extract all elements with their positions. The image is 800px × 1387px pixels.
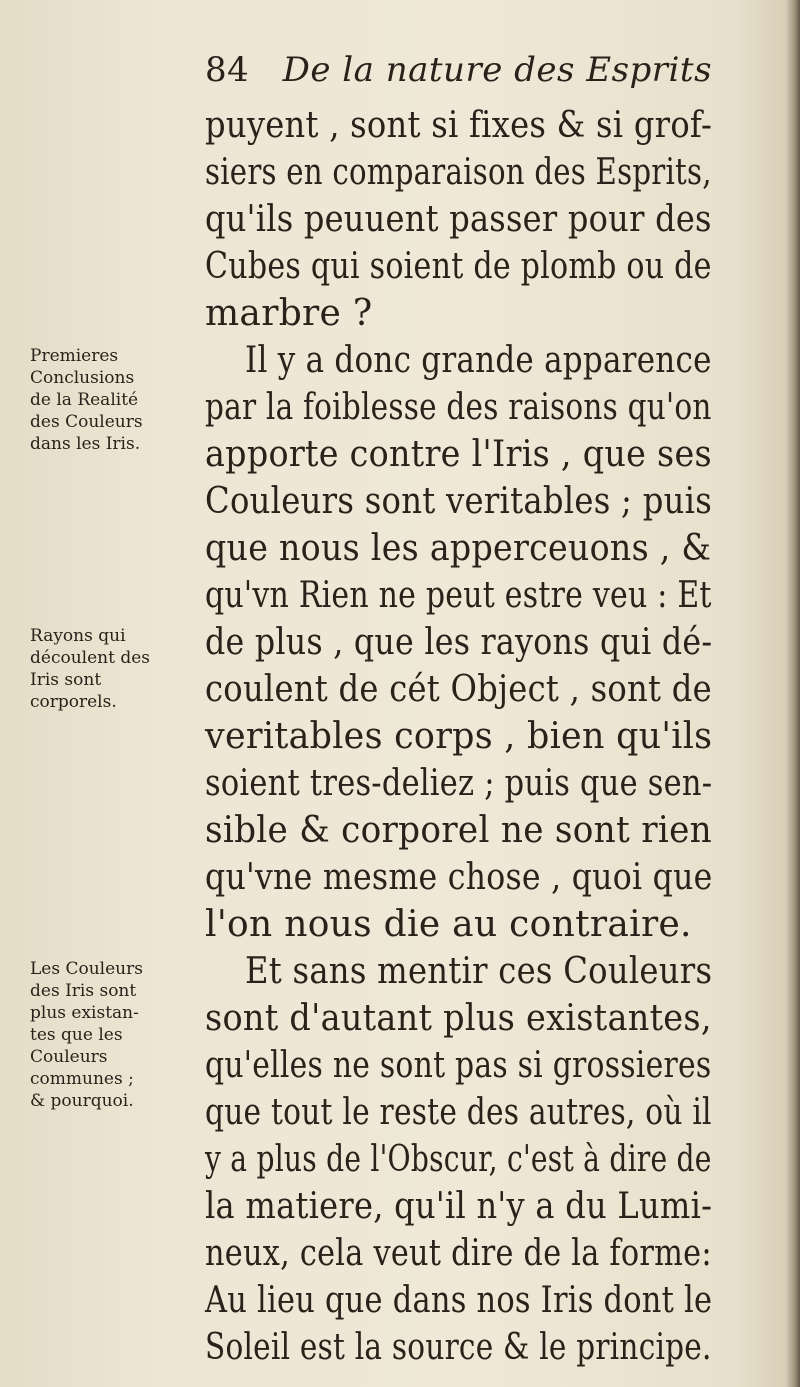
text-line: puyent , sont si fixes & si grof- — [205, 105, 713, 146]
text-line: par la foiblesse des raisons qu'on — [205, 387, 712, 428]
text-line: Cubes qui soient de plomb ou de — [205, 246, 712, 287]
page-edge-shadow — [786, 0, 800, 1387]
margin-note-line: des Couleurs — [30, 412, 143, 432]
running-title: De la nature des Esprits — [282, 50, 713, 90]
page-number: 84 — [205, 50, 250, 90]
margin-note-line: Rayons qui — [30, 626, 126, 646]
text-line: l'on nous die au contraire. — [205, 904, 692, 945]
text-line: la matiere, qu'il n'y a du Lumi- — [205, 1186, 713, 1227]
margin-note-line: dans les Iris. — [30, 434, 141, 454]
running-header — [205, 50, 712, 90]
text-line: apporte contre l'Iris , que ses — [205, 434, 712, 475]
text-line: coulent de cét Object , sont de — [205, 669, 712, 710]
margin-note-line: corporels. — [30, 692, 117, 712]
margin-note-line: découlent des — [30, 648, 150, 668]
margin-note-line: Premieres — [30, 346, 119, 366]
text-line: marbre ? — [205, 293, 373, 334]
text-line: qu'vne mesme chose , quoi que — [205, 857, 713, 898]
text-line: sont d'autant plus existantes, — [205, 998, 712, 1039]
text-line: Soleil est la source & le principe. — [205, 1327, 712, 1368]
margin-note — [30, 958, 200, 1112]
text-line: siers en comparaison des Esprits, — [205, 152, 712, 193]
text-line: soient tres-deliez ; puis que sen- — [205, 763, 713, 804]
margin-note — [30, 345, 200, 455]
margin-note-line: & pourquoi. — [30, 1091, 134, 1111]
margin-note-line: de la Realité — [30, 390, 139, 410]
margin-note — [30, 625, 200, 713]
text-line: Il y a donc grande apparence — [245, 340, 712, 381]
margin-note-line: plus existan- — [30, 1003, 139, 1023]
text-line: Au lieu que dans nos Iris dont le — [205, 1280, 713, 1321]
margin-note-line: Les Couleurs — [30, 959, 143, 979]
text-line: sible & corporel ne sont rien — [205, 810, 712, 851]
margin-note-line: Conclusions — [30, 368, 135, 388]
text-line: qu'elles ne sont pas si grossieres — [205, 1045, 712, 1086]
margin-note-line: communes ; — [30, 1069, 134, 1089]
margin-note-line: des Iris sont — [30, 981, 137, 1001]
text-line: de plus , que les rayons qui dé- — [205, 622, 713, 663]
text-line: y a plus de l'Obscur, c'est à dire de — [205, 1139, 712, 1180]
margin-note-line: tes que les — [30, 1025, 123, 1045]
margin-note-line: Couleurs — [30, 1047, 108, 1067]
text-line: qu'vn Rien ne peut estre veu : Et — [205, 575, 712, 616]
text-line: Couleurs sont veritables ; puis — [205, 481, 713, 522]
text-line: veritables corps , bien qu'ils — [205, 716, 713, 757]
text-line: que tout le reste des autres, où il — [205, 1092, 712, 1133]
text-line: neux, cela veut dire de la forme: — [205, 1233, 712, 1274]
text-line: qu'ils peuuent passer pour des — [205, 199, 712, 240]
margin-note-line: Iris sont — [30, 670, 102, 690]
text-line: Et sans mentir ces Couleurs — [245, 951, 713, 992]
text-line: que nous les apperceuons , & — [205, 528, 712, 569]
